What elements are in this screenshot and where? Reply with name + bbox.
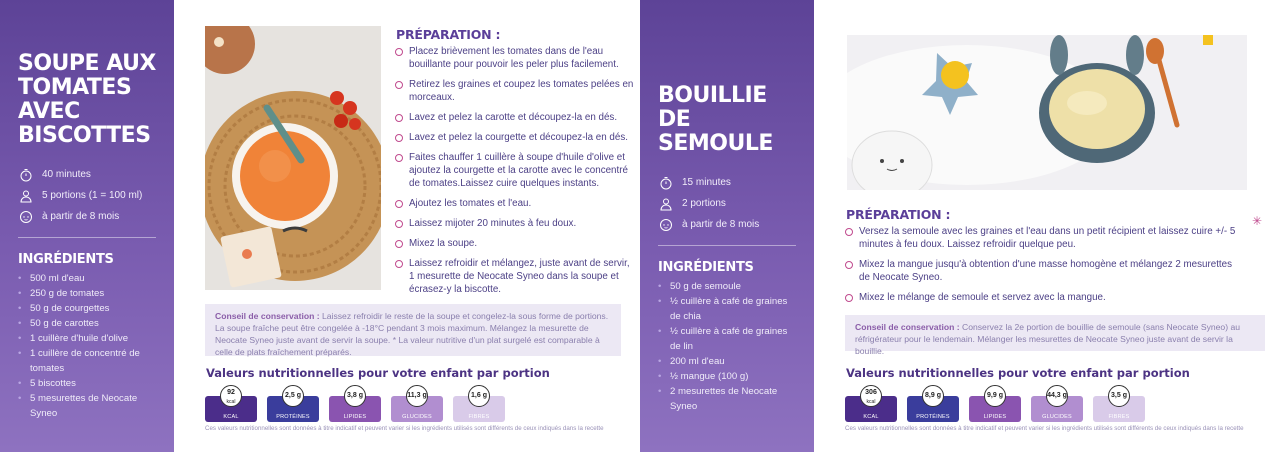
nutrition-carbs xyxy=(1031,392,1083,422)
divider xyxy=(658,245,796,246)
nutrition-value: 3,5 g xyxy=(1108,385,1130,407)
tip-text: Conservez la 2e portion de bouillie de semoule (sans Neocate Syneo) au réfrigérateur pour le lendemain. Mélanger les mesurettes de Neocate Syneo juste avant de servir la bouillie. xyxy=(855,322,1241,356)
recipe2-sidebar xyxy=(640,0,814,452)
meta-age-text: à partir de 8 mois xyxy=(682,219,760,230)
recipe2-meta xyxy=(658,172,796,235)
recipe2-title: BOUILLIE DE SEMOULE xyxy=(658,83,773,156)
nutrition-label: GLUCIDES xyxy=(1042,414,1072,420)
list-item: • ½ mangue (100 g) xyxy=(658,369,796,384)
meta-time xyxy=(18,164,156,185)
list-item: • 5 mesurettes de Neocate Syneo xyxy=(18,391,156,421)
nutrition-carbs xyxy=(391,392,443,422)
nutrition-value: 92 xyxy=(227,389,235,396)
step-item: Ajoutez les tomates et l'eau. xyxy=(395,197,635,210)
person-icon xyxy=(18,188,34,204)
recipe1-meta xyxy=(18,164,156,227)
step-item: Mixez la soupe. xyxy=(395,237,635,250)
nutrition-fibre xyxy=(453,392,505,422)
nutrition-value: 1,6 g xyxy=(468,385,490,407)
nutrition-protein xyxy=(267,392,319,422)
nutrition-lipids xyxy=(329,392,381,422)
list-item: • ½ cuillère à café de graines de lin xyxy=(658,324,796,354)
step-item: Laissez refroidir et mélangez, juste avant de servir, 1 mesurette de Neocate Syneo dans la soupe et écrasez-y la biscotte. xyxy=(395,257,635,296)
nutrition-value: 8,9 g xyxy=(922,385,944,407)
list-item: • 2 mesurettes de Neocate Syneo xyxy=(658,384,796,414)
disclaimer: Ces valeurs nutritionnelles sont données à titre indicatif et peuvent varier si les ingrédients utilisés sont différents de ceux indiqués dans la recette xyxy=(205,425,604,432)
nutrition-title: Valeurs nutritionnelles pour votre enfant par portion xyxy=(846,366,1190,380)
recipe1-title: SOUPE AUX TOMATES AVEC BISCOTTES xyxy=(18,51,156,148)
step-item: Lavez et pelez la carotte et découpez-la en dés. xyxy=(395,111,635,124)
meta-portions xyxy=(18,185,156,206)
meta-time xyxy=(658,172,796,193)
porridge-photo xyxy=(847,35,1247,190)
list-item: • 50 g de carottes xyxy=(18,316,156,331)
nutrition-label: PROTÉINES xyxy=(916,414,950,420)
meta-age xyxy=(658,214,796,235)
clock-icon xyxy=(18,167,34,183)
nutrition-row xyxy=(845,384,1145,422)
step-item: Mixez la mangue jusqu'à obtention d'une masse homogène et mélangez 2 mesurettes de Neocate Syneo. xyxy=(845,258,1245,284)
nutrition-value: 9,9 g xyxy=(984,385,1006,407)
meta-time-text: 15 minutes xyxy=(682,177,731,188)
nutrition-label: KCAL xyxy=(223,414,239,420)
list-item: • 500 ml d'eau xyxy=(18,271,156,286)
nutrition-lipids xyxy=(969,392,1021,422)
prep-title: PRÉPARATION : xyxy=(396,27,501,42)
list-item: • ½ cuillère à café de graines de chia xyxy=(658,294,796,324)
tip-text: Laissez refroidir le reste de la soupe et congelez-la sous forme de portions. La soupe fraîche peut être congelée à -18°C pendant 3 mois maximum. Mélangez la mesurette de Neocate Syneo juste avant de servir la soupe. * La valeur nutritive d'un plat surgelé est comparable à celle de plats fraîchement préparés. xyxy=(215,311,609,357)
step-item: Faites chauffer 1 cuillère à soupe d'huile d'olive et ajoutez la courgette et la carotte avec le concentré de tomates.Laissez cuire quelques instants. xyxy=(395,151,635,190)
steps-list xyxy=(845,225,1245,311)
nutrition-label: LIPIDES xyxy=(983,414,1007,420)
divider xyxy=(18,237,156,238)
meta-portions-text: 5 portions (1 = 100 ml) xyxy=(42,190,143,201)
person-icon xyxy=(658,196,674,212)
list-item: • 1 cuillère d'huile d'olive xyxy=(18,331,156,346)
ingredients-title: INGRÉDIENTS xyxy=(18,252,114,267)
step-item: Retirez les graines et coupez les tomates pelées en morceaux. xyxy=(395,78,635,104)
ingredients-list xyxy=(658,279,796,414)
nutrition-value: 3,8 g xyxy=(344,385,366,407)
storage-tip xyxy=(845,315,1265,356)
ingredients-list xyxy=(18,271,156,421)
nutrition-label: LIPIDES xyxy=(343,414,367,420)
nutrition-kcal: 306 kcal KCAL xyxy=(845,396,897,422)
list-item: • 1 cuillère de concentré de tomates xyxy=(18,346,156,376)
list-item: • 5 biscottes xyxy=(18,376,156,391)
meta-time-text: 40 minutes xyxy=(42,169,91,180)
tip-label: Conseil de conservation : xyxy=(215,311,320,321)
ingredients-title: INGRÉDIENTS xyxy=(658,260,754,275)
sparkle-icon: ✳ xyxy=(1252,214,1263,228)
nutrition-label: FIBRES xyxy=(1108,414,1130,420)
nutrition-protein xyxy=(907,392,959,422)
baby-icon xyxy=(658,217,674,233)
list-item: • 250 g de tomates xyxy=(18,286,156,301)
step-item: Lavez et pelez la courgette et découpez-la en dés. xyxy=(395,131,635,144)
step-item: Mixez le mélange de semoule et servez avec la mangue. xyxy=(845,291,1245,304)
baby-icon xyxy=(18,209,34,225)
nutrition-label: FIBRES xyxy=(468,414,490,420)
clock-icon xyxy=(658,175,674,191)
nutrition-kcal: 92 kcal KCAL xyxy=(205,396,257,422)
list-item: • 50 g de courgettes xyxy=(18,301,156,316)
nutrition-value: 44,3 g xyxy=(1046,385,1068,407)
meta-age xyxy=(18,206,156,227)
prep-title: PRÉPARATION : xyxy=(846,207,951,222)
soup-photo xyxy=(205,26,381,290)
step-item: Placez brièvement les tomates dans de l'eau bouillante pour pouvoir les peler plus facilement. xyxy=(395,45,635,71)
recipe1-sidebar xyxy=(0,0,174,452)
nutrition-value: 2,5 g xyxy=(282,385,304,407)
nutrition-label: KCAL xyxy=(863,414,879,420)
nutrition-title: Valeurs nutritionnelles pour votre enfant par portion xyxy=(206,366,550,380)
nutrition-label: GLUCIDES xyxy=(402,414,432,420)
steps-list xyxy=(395,45,635,303)
disclaimer: Ces valeurs nutritionnelles sont données à titre indicatif et peuvent varier si les ingrédients utilisés sont différents de ceux indiqués dans la recette xyxy=(845,425,1244,432)
nutrition-value: 306 xyxy=(865,389,877,396)
list-item: • 200 ml d'eau xyxy=(658,354,796,369)
step-item: Versez la semoule avec les graines et l'eau dans un petit récipient et laissez cuire +/- 5 minutes à feu doux. Laissez refroidir quelque peu. xyxy=(845,225,1245,251)
nutrition-row xyxy=(205,384,505,422)
meta-age-text: à partir de 8 mois xyxy=(42,211,120,222)
meta-portions-text: 2 portions xyxy=(682,198,726,209)
nutrition-fibre xyxy=(1093,392,1145,422)
step-item: Laissez mijoter 20 minutes à feu doux. xyxy=(395,217,635,230)
meta-portions xyxy=(658,193,796,214)
tip-label: Conseil de conservation : xyxy=(855,322,960,332)
list-item: • 50 g de semoule xyxy=(658,279,796,294)
nutrition-value: 11,3 g xyxy=(406,385,428,407)
storage-tip xyxy=(205,304,621,356)
nutrition-label: PROTÉINES xyxy=(276,414,310,420)
